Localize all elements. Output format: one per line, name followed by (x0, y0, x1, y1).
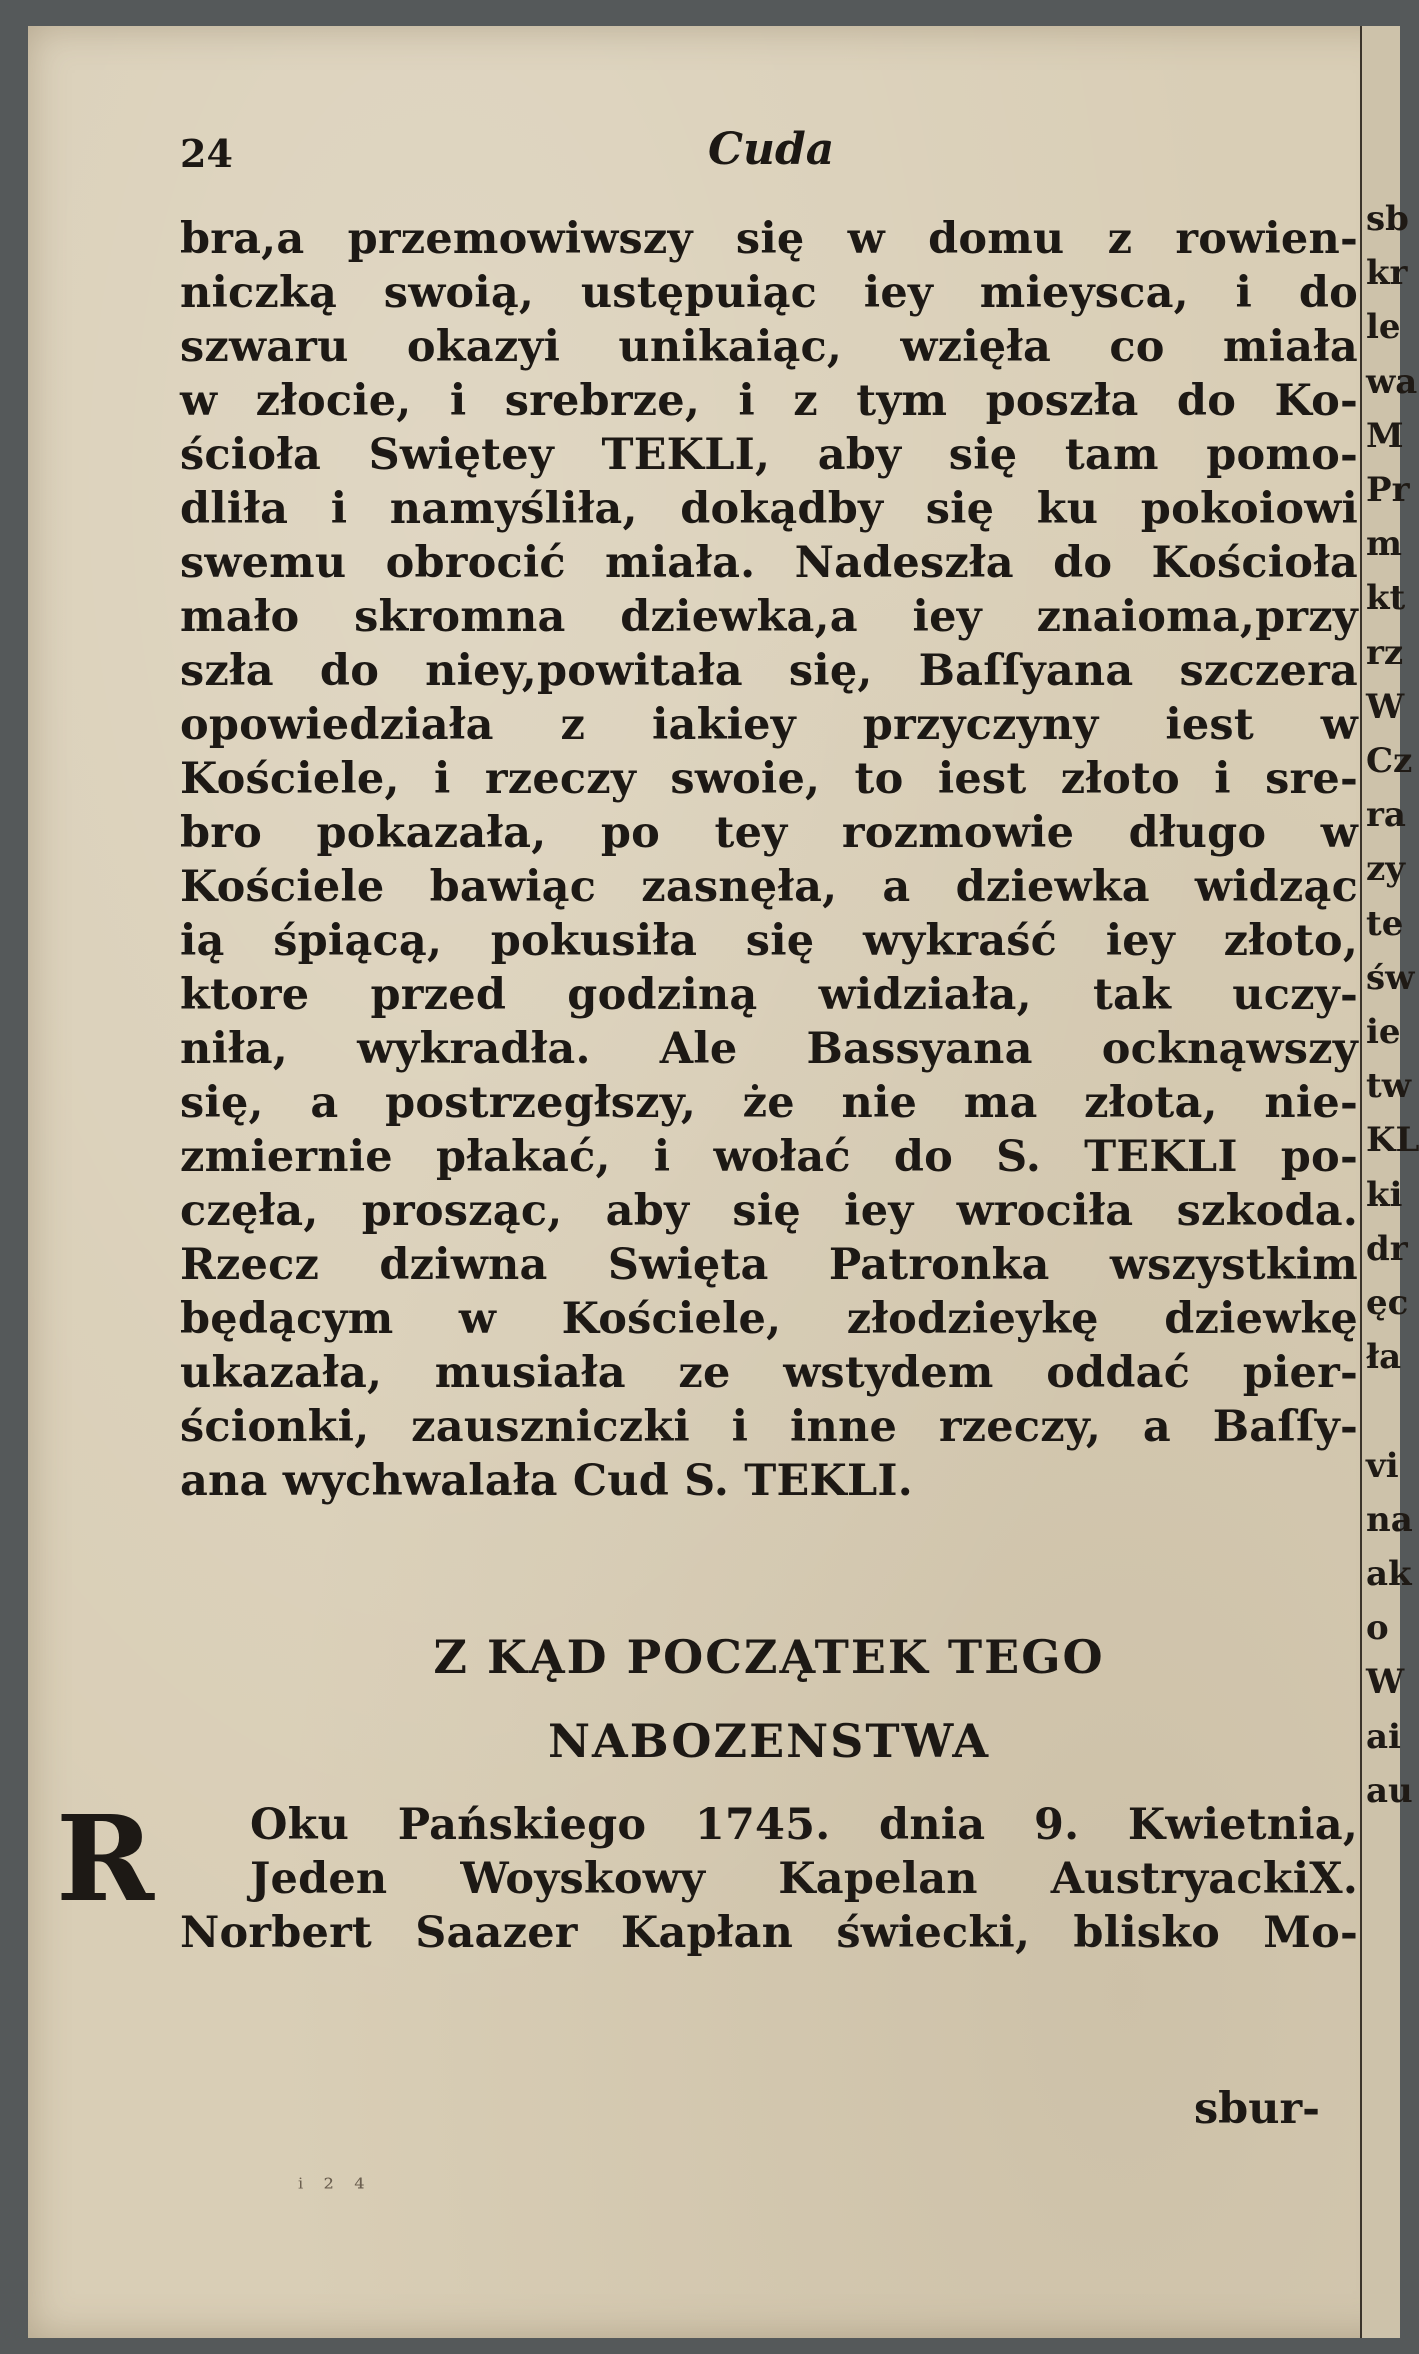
facing-page-fragment: tw (1366, 1066, 1411, 1107)
facing-page-fragment: ła (1366, 1337, 1402, 1378)
text-line: Kościele, i rzeczy swoie, to iest złoto i sre- (180, 754, 1358, 804)
text-line: ana wychwalała Cud S. TEKLI. (180, 1456, 913, 1506)
facing-page-fragment: ra (1366, 795, 1406, 836)
text-line: zmiernie płakać, i wołać do S. TEKLI po- (180, 1132, 1358, 1182)
text-line: się, a postrzegłszy, że nie ma złota, nie- (180, 1078, 1358, 1128)
text-line: ukazała, musiała ze wstydem oddać pier- (180, 1348, 1358, 1398)
facing-page-fragment: KL (1366, 1120, 1419, 1161)
running-title: Cuda (708, 124, 835, 175)
facing-page-fragment: wa (1366, 361, 1418, 402)
drop-cap: R (56, 1789, 155, 1928)
facing-page-fragment: dr (1366, 1228, 1408, 1269)
text-line: w złocie, i srebrze, i z tym poszła do Ko- (180, 376, 1358, 426)
facing-page-fragment: ęc (1366, 1283, 1409, 1323)
catchword: sbur- (1193, 2084, 1320, 2134)
text-line: mało skromna dziewka,a iey znaioma,przy (180, 592, 1358, 642)
facing-page-fragment: zy (1366, 849, 1406, 890)
facing-page-fragment: sb (1366, 199, 1409, 239)
text-line: Jeden Woyskowy Kapelan AustryackiX. (250, 1854, 1358, 1904)
signature-mark: ⁱ ² ⁴ (298, 2174, 371, 2204)
text-line: ścioła Swiętey TEKLI, aby się tam pomo- (180, 430, 1358, 480)
section-heading-line-1: Z KĄD POCZĄTEK TEGO (433, 1630, 1105, 1684)
facing-page-fragment: kr (1366, 253, 1408, 294)
text-line: niła, wykradła. Ale Bassyana ocknąwszy (180, 1024, 1358, 1074)
text-line: opowiedziała z iakiey przyczyny iest w (180, 700, 1358, 750)
book-page (28, 26, 1419, 2338)
text-line: szwaru okazyi unikaiąc, wzięła co miała (180, 322, 1358, 372)
facing-page-fragment: m (1366, 524, 1402, 565)
facing-page-fragment: ki (1366, 1174, 1403, 1215)
second-paragraph (180, 1798, 1358, 1960)
text-line: bro pokazała, po tey rozmowie długo w (180, 808, 1358, 858)
facing-page-fragment: le (1366, 307, 1401, 348)
text-line: ią śpiącą, pokusiła się wykraść iey złoto, (180, 916, 1358, 966)
page-number: 24 (180, 131, 233, 176)
facing-page-fragment: au (1366, 1770, 1413, 1811)
text-line: szła do niey,powitała się, Baſſyana szczera (180, 646, 1358, 696)
text-line: Kościele bawiąc zasnęła, a dziewka widząc (180, 862, 1358, 912)
facing-page-fragment: św (1366, 957, 1415, 998)
text-line: Rzecz dziwna Swięta Patronka wszystkim (180, 1240, 1358, 1290)
main-paragraph (180, 212, 1358, 1508)
facing-page-edge (1360, 26, 1419, 2338)
text-line: częła, prosząc, aby się iey wrociła szkoda. (180, 1186, 1358, 1236)
facing-page-fragment: W (1366, 686, 1405, 727)
text-line: będącym w Kościele, złodzieykę dziewkę (180, 1294, 1358, 1344)
text-line: Oku Pańskiego 1745. dnia 9. Kwietnia, (250, 1800, 1358, 1850)
facing-page-fragment: vi (1366, 1445, 1399, 1486)
facing-page-fragment: ak (1366, 1554, 1412, 1594)
facing-page-fragment: kt (1366, 578, 1406, 619)
section-heading-line-2: NABOZENSTWA (547, 1714, 991, 1768)
facing-page-fragment: ai (1366, 1716, 1401, 1757)
facing-page-fragment: M (1366, 415, 1404, 456)
text-line: niczką swoią, ustępuiąc iey mieysca, i do (180, 268, 1358, 318)
facing-page-fragment: na (1366, 1499, 1413, 1540)
facing-page-fragment: W (1366, 1662, 1405, 1703)
text-line: dliła i namyśliła, dokądby się ku pokoiowi (180, 484, 1358, 534)
facing-page-fragment: o (1366, 1608, 1389, 1649)
facing-page-fragment: Cz (1366, 741, 1413, 781)
facing-page-fragment: rz (1366, 632, 1404, 673)
text-line: Norbert Saazer Kapłan świecki, blisko Mo- (180, 1908, 1358, 1958)
facing-page-fragment: ie (1366, 1012, 1401, 1052)
text-line: bra,a przemowiwszy się w domu z rowien- (180, 214, 1358, 264)
text-line: swemu obrocić miała. Nadeszła do Kościoła (180, 538, 1358, 588)
facing-page-fragment: te (1366, 903, 1404, 944)
facing-page-fragment: Pr (1366, 470, 1410, 510)
text-line: ścionki, zauszniczki i inne rzeczy, a Baſſy- (180, 1402, 1358, 1452)
text-line: ktore przed godziną widziała, tak uczy- (180, 970, 1358, 1020)
